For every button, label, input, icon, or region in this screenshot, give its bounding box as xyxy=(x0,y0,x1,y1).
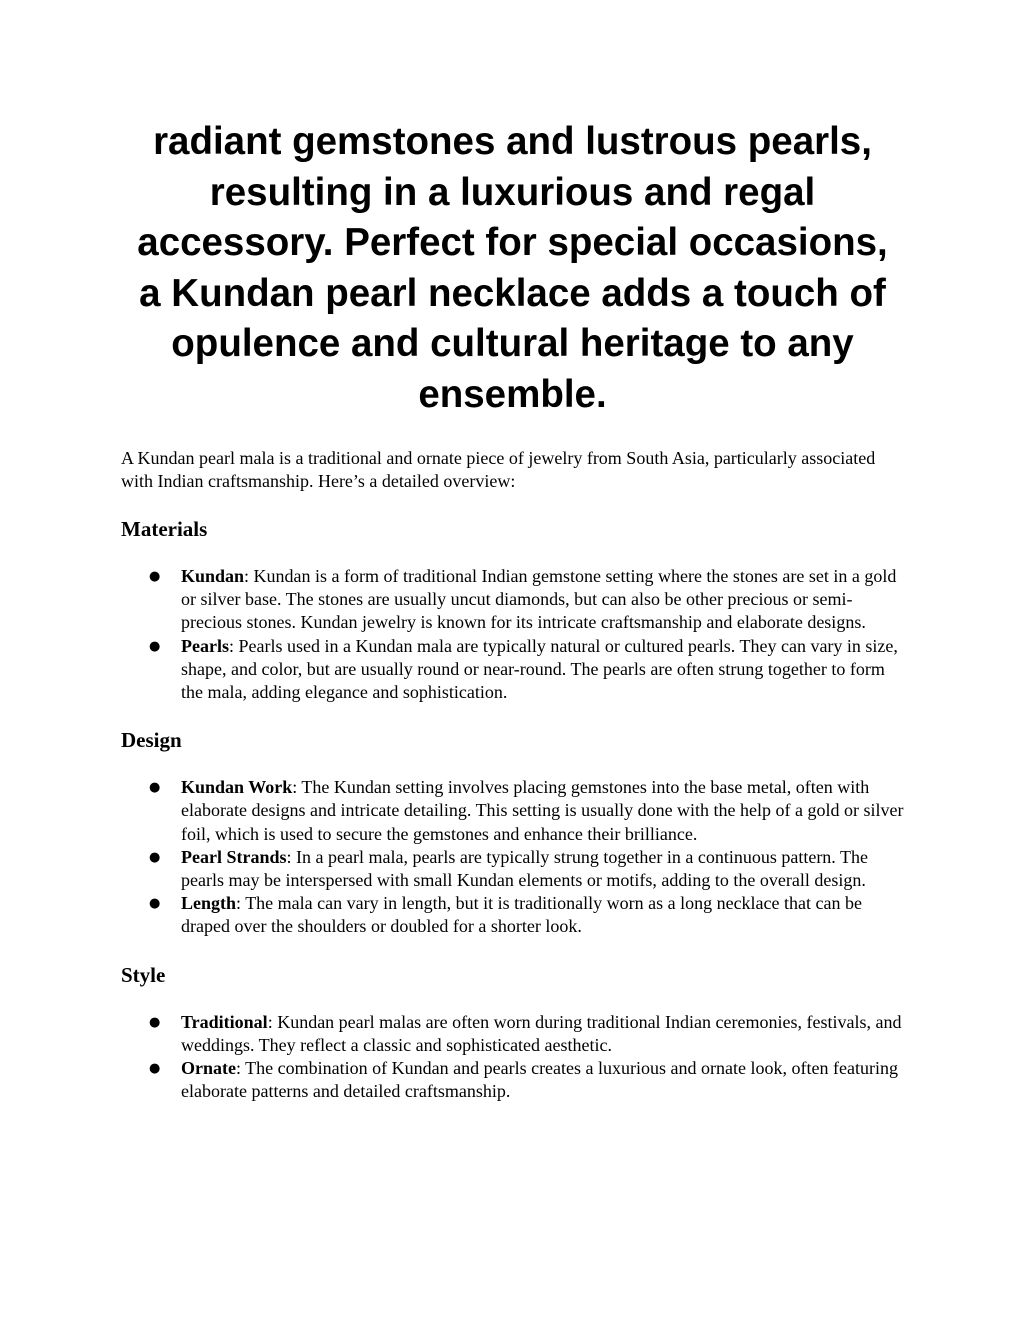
bullet-dot-icon: ● xyxy=(149,849,161,865)
list-item xyxy=(121,635,904,705)
list-item-text: : The mala can vary in length, but it is traditionally worn as a long necklace that can be draped over the shoulders or doubled for a shorter look. xyxy=(181,893,862,937)
bullet-list xyxy=(121,1011,904,1104)
list-item-text: : Pearls used in a Kundan mala are typically natural or cultured pearls. They can vary in size, shape, and color, but are usually round or near-round. The pearls are often strung together to form the mala, adding elegance and sophistication. xyxy=(181,635,898,703)
section-style xyxy=(121,963,904,1104)
list-item-term: Ornate xyxy=(181,1058,236,1079)
bullet-list xyxy=(121,776,904,938)
list-item-term: Kundan Work xyxy=(181,777,293,798)
list-item-term: Length xyxy=(181,893,237,914)
list-item xyxy=(121,846,904,892)
list-item-text: : The Kundan setting involves placing gemstones into the base metal, often with elaborate designs and intricate detailing. This setting is usually done with the help of a gold or silver foil, which is used to secure the gemstones and enhance their brilliance. xyxy=(181,777,904,844)
section-materials xyxy=(121,517,904,704)
list-item-text: : In a pearl mala, pearls are typically strung together in a continuous pattern. The pearls may be interspersed with small Kundan elements or motifs, adding to the overall design. xyxy=(181,846,868,891)
section-title: Style xyxy=(121,962,166,987)
bullet-dot-icon: ● xyxy=(149,896,161,912)
list-item-term: Pearl Strands xyxy=(181,846,287,867)
bullet-dot-icon: ● xyxy=(149,1014,161,1030)
list-item xyxy=(121,776,904,846)
bullet-list xyxy=(121,565,904,704)
section-title: Design xyxy=(121,728,182,753)
bullet-dot-icon: ● xyxy=(149,780,161,796)
list-item-text: : Kundan is a form of traditional Indian gemstone setting where the stones are set in a gold or silver base. The stones are usually uncut diamonds, but can also be other precious or semi-precious stones. Kundan jewelry is known for its intricate craftsmanship and elaborate designs. xyxy=(181,566,897,633)
bullet-dot-icon: ● xyxy=(149,569,161,584)
list-item-text: : The combination of Kundan and pearls creates a luxurious and ornate look, often featuring elaborate patterns and detailed craftsmanship. xyxy=(181,1058,898,1102)
list-item xyxy=(121,1011,904,1057)
list-item-text: : Kundan pearl malas are often worn during traditional Indian ceremonies, festivals, and weddings. They reflect a classic and sophisticated aesthetic. xyxy=(181,1011,902,1055)
list-item xyxy=(121,1057,904,1103)
list-item-term: Kundan xyxy=(181,566,245,586)
list-item xyxy=(121,565,904,635)
section-title: Materials xyxy=(121,517,208,541)
list-item-term: Pearls xyxy=(181,635,229,656)
bullet-dot-icon: ● xyxy=(149,1061,161,1077)
page-heading: radiant gemstones and lustrous pearls, resulting in a luxurious and regal accessory. Perfect for special occasions, a Kundan pearl necklace adds a touch of opulence and cultural heritage to any ensemble. xyxy=(137,120,888,416)
sections-container xyxy=(121,517,904,1103)
bullet-dot-icon: ● xyxy=(149,638,161,654)
section-design xyxy=(121,728,904,938)
list-item-term: Traditional xyxy=(181,1011,268,1032)
list-item xyxy=(121,892,904,938)
intro-paragraph: A Kundan pearl mala is a traditional and ornate piece of jewelry from South Asia, particularly associated with Indian craftsmanship. Here’s a detailed overview: xyxy=(121,448,876,491)
